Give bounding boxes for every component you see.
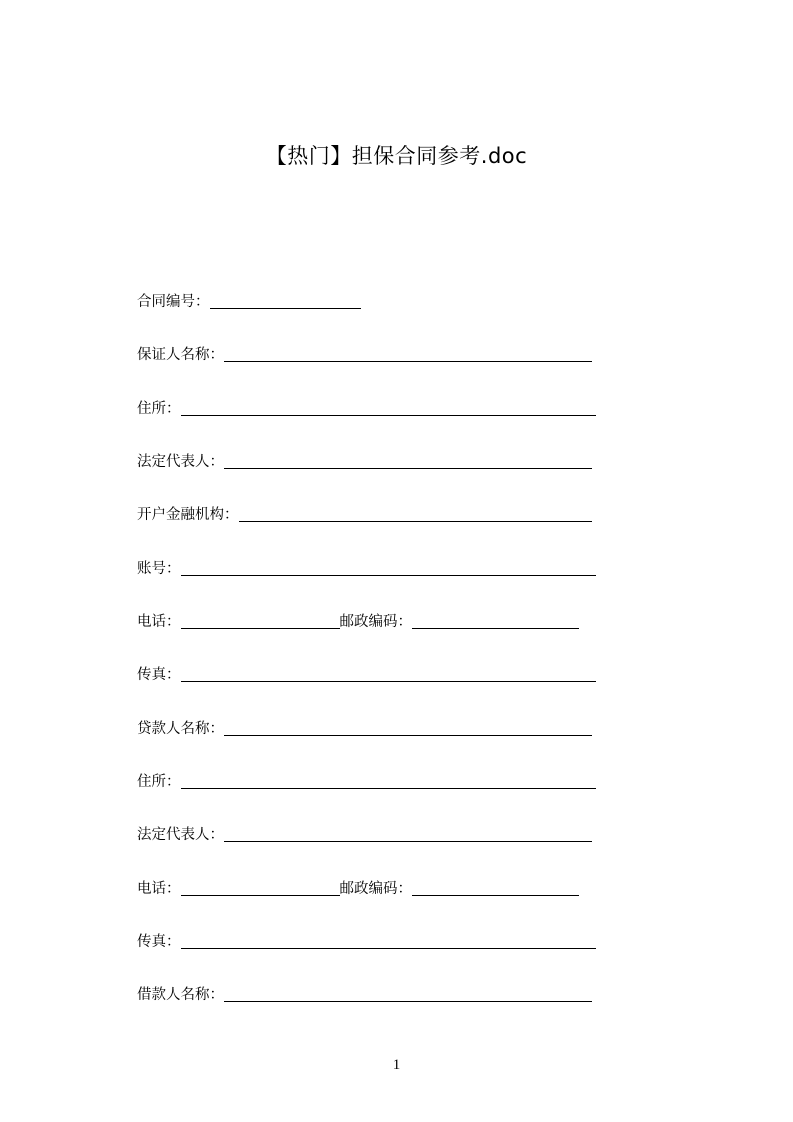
lender-name-blank[interactable] xyxy=(224,719,592,736)
lender-phone-label: 电话： xyxy=(137,881,181,897)
page-number: 1 xyxy=(392,1057,401,1073)
guarantor-fax-blank[interactable] xyxy=(181,665,596,682)
contract-number-label: 合同编号： xyxy=(137,294,210,310)
lender-contact-field xyxy=(137,877,579,899)
guarantor-name-blank[interactable] xyxy=(224,345,592,362)
guarantor-legal-rep-label: 法定代表人： xyxy=(137,454,224,470)
lender-postcode-label: 邮政编码： xyxy=(339,881,412,897)
guarantor-fax-field xyxy=(137,663,596,685)
lender-name-field xyxy=(137,717,592,739)
lender-fax-label: 传真： xyxy=(137,934,181,950)
guarantor-name-field xyxy=(137,343,592,365)
guarantor-phone-blank[interactable] xyxy=(181,612,340,629)
guarantor-legal-rep-field xyxy=(137,450,592,472)
lender-name-label: 贷款人名称： xyxy=(137,721,224,737)
lender-fax-field xyxy=(137,930,596,952)
contract-number-field xyxy=(137,290,361,312)
document-title: 【热门】担保合同参考.doc xyxy=(265,144,528,168)
guarantor-address-field xyxy=(137,397,596,419)
guarantor-contact-field xyxy=(137,610,579,632)
guarantor-bank-field xyxy=(137,503,592,525)
lender-address-field xyxy=(137,770,596,792)
lender-address-label: 住所： xyxy=(137,774,181,790)
lender-legal-rep-blank[interactable] xyxy=(224,825,592,842)
guarantor-account-blank[interactable] xyxy=(181,559,596,576)
guarantor-address-label: 住所： xyxy=(137,401,181,417)
guarantor-postcode-label: 邮政编码： xyxy=(339,614,412,630)
borrower-name-label: 借款人名称： xyxy=(137,987,224,1003)
guarantor-name-label: 保证人名称： xyxy=(137,347,224,363)
guarantor-bank-blank[interactable] xyxy=(239,505,592,522)
lender-address-blank[interactable] xyxy=(181,772,596,789)
lender-postcode-blank[interactable] xyxy=(412,879,579,896)
lender-fax-blank[interactable] xyxy=(181,932,596,949)
guarantor-account-field xyxy=(137,557,596,579)
guarantor-phone-label: 电话： xyxy=(137,614,181,630)
lender-legal-rep-label: 法定代表人： xyxy=(137,827,224,843)
guarantor-account-label: 账号： xyxy=(137,561,181,577)
contract-number-blank[interactable] xyxy=(210,292,361,309)
borrower-name-blank[interactable] xyxy=(224,985,592,1002)
guarantor-legal-rep-blank[interactable] xyxy=(224,452,592,469)
lender-legal-rep-field xyxy=(137,823,592,845)
guarantor-address-blank[interactable] xyxy=(181,399,596,416)
borrower-name-field xyxy=(137,983,592,1005)
guarantor-fax-label: 传真： xyxy=(137,667,181,683)
guarantor-bank-label: 开户金融机构： xyxy=(137,507,239,523)
guarantor-postcode-blank[interactable] xyxy=(412,612,579,629)
lender-phone-blank[interactable] xyxy=(181,879,340,896)
